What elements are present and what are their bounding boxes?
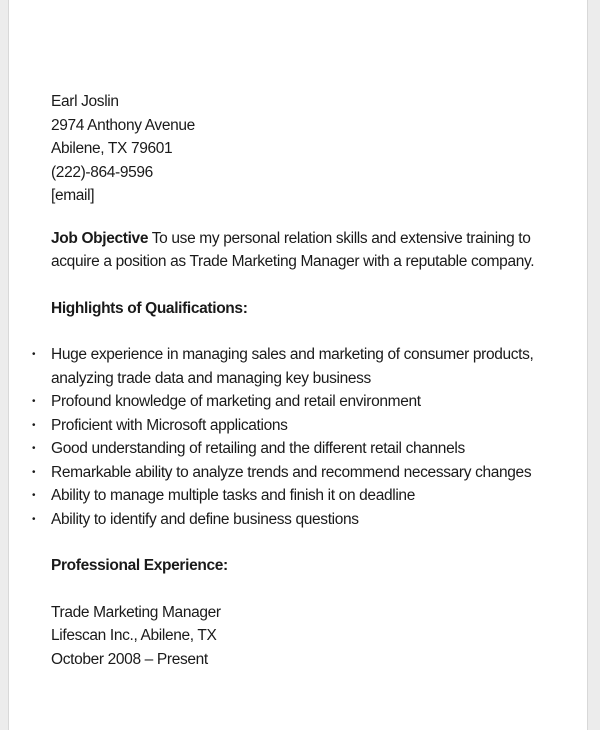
qualifications-heading: Highlights of Qualifications: xyxy=(51,299,248,317)
objective-text: To use my personal relation skills and extensive training to acquire a position as Trade Marketing Manager with a reputable company. xyxy=(51,229,535,270)
experience-heading: Professional Experience: xyxy=(51,557,228,574)
list-item xyxy=(32,461,571,485)
list-item-text: Ability to identify and define business questions xyxy=(51,510,359,528)
bullet-icon: • xyxy=(32,419,36,431)
list-item-text: Profound knowledge of marketing and retail environment xyxy=(51,393,421,410)
list-item-text: Proficient with Microsoft applications xyxy=(51,416,288,434)
list-item xyxy=(32,484,571,508)
list-item-text: Huge experience in managing sales and marketing of consumer products, analyzing trade data and managing key business xyxy=(51,346,534,387)
contact-email: [email] xyxy=(51,187,95,204)
contact-phone: (222)-864-9596 xyxy=(51,163,153,181)
job-objective xyxy=(51,227,571,274)
contact-street: 2974 Anthony Avenue xyxy=(51,116,195,134)
list-item xyxy=(32,390,571,414)
list-item xyxy=(32,343,571,390)
bullet-icon: • xyxy=(32,396,36,407)
qualifications-list xyxy=(32,343,571,531)
experience-block xyxy=(51,601,571,672)
experience-company: Lifescan Inc., Abilene, TX xyxy=(51,627,217,644)
bullet-icon: • xyxy=(32,443,36,454)
list-item-text: Remarkable ability to analyze trends and recommend necessary changes xyxy=(51,463,532,481)
experience-title: Trade Marketing Manager xyxy=(51,603,221,621)
list-item xyxy=(32,437,571,461)
contact-name: Earl Joslin xyxy=(51,93,119,110)
contact-city: Abilene, TX 79601 xyxy=(51,140,173,157)
resume-body xyxy=(32,90,571,671)
list-item-text: Good understanding of retailing and the different retail channels xyxy=(51,440,465,457)
bullet-icon: • xyxy=(32,349,36,360)
experience-dates: October 2008 – Present xyxy=(51,650,208,668)
contact-block xyxy=(51,90,571,208)
bullet-icon: • xyxy=(32,513,36,525)
objective-label: Job Objective xyxy=(51,229,149,247)
list-item xyxy=(32,414,571,438)
list-item-text: Ability to manage multiple tasks and finish it on deadline xyxy=(51,487,415,504)
document-page xyxy=(8,0,588,730)
list-item xyxy=(32,508,571,532)
bullet-icon: • xyxy=(32,490,36,501)
bullet-icon: • xyxy=(32,466,36,478)
